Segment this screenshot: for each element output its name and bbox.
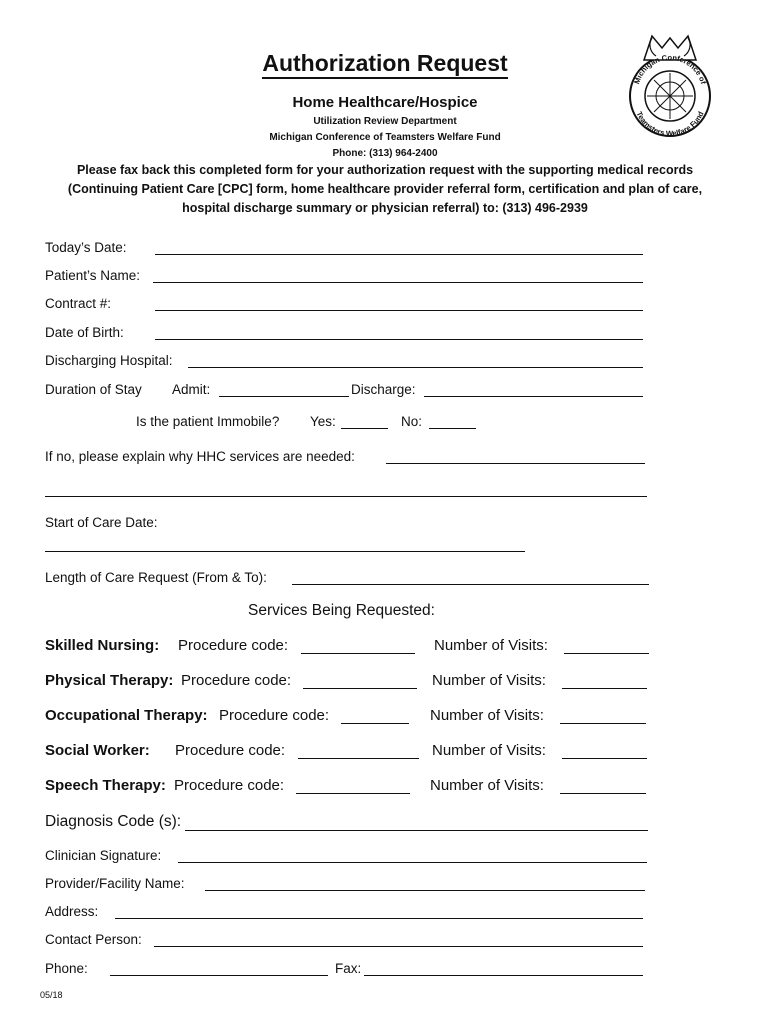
dob-label: Date of Birth: <box>45 325 124 340</box>
immobile-yes-input[interactable] <box>341 415 388 429</box>
dob-input[interactable] <box>155 326 643 340</box>
occupational-therapy-visits-input[interactable] <box>560 710 646 724</box>
immobile-no-input[interactable] <box>429 415 476 429</box>
patient-name-input[interactable] <box>153 269 643 283</box>
address-input[interactable] <box>115 905 643 919</box>
clinician-signature-label: Clinician Signature: <box>45 848 162 863</box>
todays-date-label: Today’s Date: <box>45 240 127 255</box>
patient-name-label: Patient’s Name: <box>45 268 141 283</box>
immobile-yes-label: Yes: <box>310 414 336 429</box>
procedure-code-label: Procedure code: <box>181 672 292 689</box>
todays-date-input[interactable] <box>155 241 643 255</box>
fax-label: Fax: <box>335 961 362 976</box>
form-version: 05/18 <box>40 990 63 1000</box>
svg-text:Teamsters Welfare Fund: Teamsters Welfare Fund <box>634 109 706 138</box>
instruction-line-1: Please fax back this completed form for your authorization request with the supporting medical records <box>76 163 694 177</box>
diagnosis-code-input[interactable] <box>185 815 648 831</box>
phone-label: Phone: <box>45 961 88 976</box>
procedure-code-label: Procedure code: <box>219 707 330 724</box>
contact-person-label: Contact Person: <box>45 932 142 947</box>
discharging-hospital-input[interactable] <box>188 354 643 368</box>
immobile-no-label: No: <box>401 414 423 429</box>
service-name: Skilled Nursing: <box>45 637 160 654</box>
skilled-nursing-visits-input[interactable] <box>564 640 649 654</box>
svg-text:Michigan Conference of: Michigan Conference of <box>632 52 708 86</box>
instruction-line-3: hospital discharge summary or physician referral) to: (313) 496-2939 <box>182 201 588 215</box>
explain-label: If no, please explain why HHC services are needed: <box>45 449 355 464</box>
explain-input-line-1[interactable] <box>386 450 645 464</box>
procedure-code-label: Procedure code: <box>174 777 285 794</box>
discharging-hospital-label: Discharging Hospital: <box>45 353 173 368</box>
facility-name-label: Provider/Facility Name: <box>45 876 185 891</box>
procedure-code-label: Procedure code: <box>178 637 289 654</box>
skilled-nursing-procedure-input[interactable] <box>301 640 415 654</box>
teamsters-logo-icon <box>622 30 718 138</box>
contact-person-input[interactable] <box>154 933 643 947</box>
organization-name: Michigan Conference of Teamsters Welfare Fund <box>269 132 501 143</box>
speech-therapy-procedure-input[interactable] <box>296 780 410 794</box>
procedure-code-label: Procedure code: <box>175 742 286 759</box>
form-title: Authorization Request <box>0 50 770 77</box>
discharge-input[interactable] <box>424 383 643 397</box>
social-worker-procedure-input[interactable] <box>298 745 419 759</box>
admit-input[interactable] <box>219 383 349 397</box>
phone-input[interactable] <box>110 962 328 976</box>
visits-label: Number of Visits: <box>430 777 544 794</box>
contract-label: Contract #: <box>45 296 112 311</box>
explain-input-line-2[interactable] <box>45 483 647 497</box>
clinician-signature-input[interactable] <box>178 849 647 863</box>
fax-input[interactable] <box>364 962 643 976</box>
visits-label: Number of Visits: <box>430 707 544 724</box>
visits-label: Number of Visits: <box>434 637 548 654</box>
service-name: Social Worker: <box>45 742 150 759</box>
immobile-question: Is the patient Immobile? <box>136 414 280 429</box>
length-of-care-input[interactable] <box>292 571 649 585</box>
visits-label: Number of Visits: <box>432 672 546 689</box>
service-name: Speech Therapy: <box>45 777 166 794</box>
service-row-physical-therapy <box>45 672 173 689</box>
address-label: Address: <box>45 904 99 919</box>
services-heading: Services Being Requested: <box>248 602 435 619</box>
physical-therapy-procedure-input[interactable] <box>303 675 417 689</box>
discharge-label: Discharge: <box>351 382 416 397</box>
facility-name-input[interactable] <box>205 877 645 891</box>
service-name: Physical Therapy: <box>45 672 174 689</box>
duration-of-stay-label: Duration of Stay <box>45 382 142 397</box>
organization-phone: Phone: (313) 964-2400 <box>332 148 438 159</box>
social-worker-visits-input[interactable] <box>562 745 647 759</box>
contract-input[interactable] <box>155 297 643 311</box>
visits-label: Number of Visits: <box>432 742 546 759</box>
todays-date-row <box>45 240 127 255</box>
diagnosis-code-label: Diagnosis Code (s): <box>45 813 182 830</box>
service-row-occupational-therapy <box>45 707 208 724</box>
service-name: Occupational Therapy: <box>45 707 208 724</box>
service-row-skilled-nursing <box>45 637 159 654</box>
admit-label: Admit: <box>172 382 211 397</box>
physical-therapy-visits-input[interactable] <box>562 675 647 689</box>
start-of-care-label: Start of Care Date: <box>45 515 158 530</box>
form-subtitle: Home Healthcare/Hospice <box>292 94 478 111</box>
service-row-speech-therapy <box>45 777 166 794</box>
speech-therapy-visits-input[interactable] <box>560 780 646 794</box>
instruction-line-2: (Continuing Patient Care [CPC] form, home healthcare provider referral form, certification and plan of care, <box>67 182 703 196</box>
department-name: Utilization Review Department <box>313 116 457 127</box>
service-row-social-worker <box>45 742 150 759</box>
occupational-therapy-procedure-input[interactable] <box>341 710 409 724</box>
length-of-care-label: Length of Care Request (From & To): <box>45 570 267 585</box>
start-of-care-input[interactable] <box>45 538 525 552</box>
